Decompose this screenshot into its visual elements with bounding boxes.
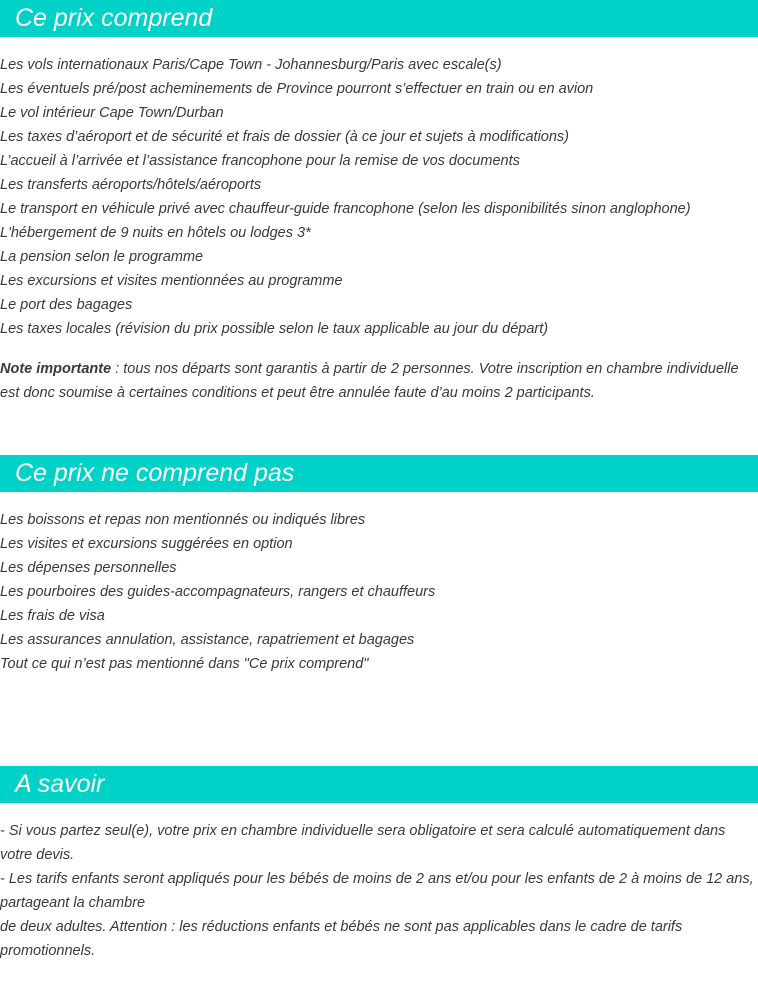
list-item: La pension selon le programme — [0, 249, 204, 265]
list-item: Le transport en véhicule privé avec chauffeur-guide francophone (selon les disponibilités sinon anglophone) — [0, 201, 691, 217]
list-item: L'hébergement de 9 nuits en hôtels ou lodges 3* — [0, 225, 311, 241]
important-note — [0, 357, 758, 405]
includes-section-title: Ce prix comprend — [0, 0, 758, 37]
list-item: Le port des bagages — [0, 297, 133, 313]
important-note-text: : tous nos départs sont garantis à partir de 2 personnes. Votre inscription en chambre individuelle est donc soumise à certaines conditions et peut être annulée faute d’au moins 2 participants. — [0, 361, 739, 401]
excludes-list — [0, 508, 758, 676]
info-section-title: A savoir — [0, 766, 758, 803]
important-note-label: Note importante — [0, 361, 112, 377]
info-paragraph-single-room: - Si vous partez seul(e), votre prix en chambre individuelle sera obligatoire et sera calculé automatiquement dans votre devis. — [0, 823, 726, 863]
list-item: Les boissons et repas non mentionnés ou indiqués libres — [0, 512, 366, 528]
list-item: Le vol intérieur Cape Town/Durban — [0, 105, 224, 121]
list-item: Les excursions et visites mentionnées au programme — [0, 273, 343, 289]
list-item: Les taxes d’aéroport et de sécurité et frais de dossier (à ce jour et sujets à modifications) — [0, 129, 570, 145]
info-paragraph-promotions: de deux adultes. Attention : les réductions enfants et bébés ne sont pas applicables dans le cadre de tarifs promotionnels. — [0, 919, 683, 959]
list-item: Les taxes locales (révision du prix possible selon le taux applicable au jour du départ) — [0, 321, 549, 337]
list-item: Les assurances annulation, assistance, rapatriement et bagages — [0, 632, 415, 648]
list-item: Les dépenses personnelles — [0, 560, 177, 576]
includes-list — [0, 53, 758, 341]
excludes-section-title: Ce prix ne comprend pas — [0, 455, 758, 492]
list-item: Les éventuels pré/post acheminements de Province pourront s’effectuer en train ou en avion — [0, 81, 594, 97]
list-item: Tout ce qui n’est pas mentionné dans "Ce prix comprend" — [0, 656, 369, 672]
list-item: L’accueil à l’arrivée et l’assistance francophone pour la remise de vos documents — [0, 153, 520, 169]
list-item: Les frais de visa — [0, 608, 105, 624]
list-item: Les vols internationaux Paris/Cape Town - Johannesburg/Paris avec escale(s) — [0, 57, 502, 73]
list-item: Les transferts aéroports/hôtels/aéroports — [0, 177, 262, 193]
info-paragraph-children-rates: - Les tarifs enfants seront appliqués pour les bébés de moins de 2 ans et/ou pour les enfants de 2 à moins de 12 ans, partageant la chambre — [0, 871, 754, 911]
list-item: Les pourboires des guides-accompagnateurs, rangers et chauffeurs — [0, 584, 436, 600]
list-item: Les visites et excursions suggérées en option — [0, 536, 293, 552]
